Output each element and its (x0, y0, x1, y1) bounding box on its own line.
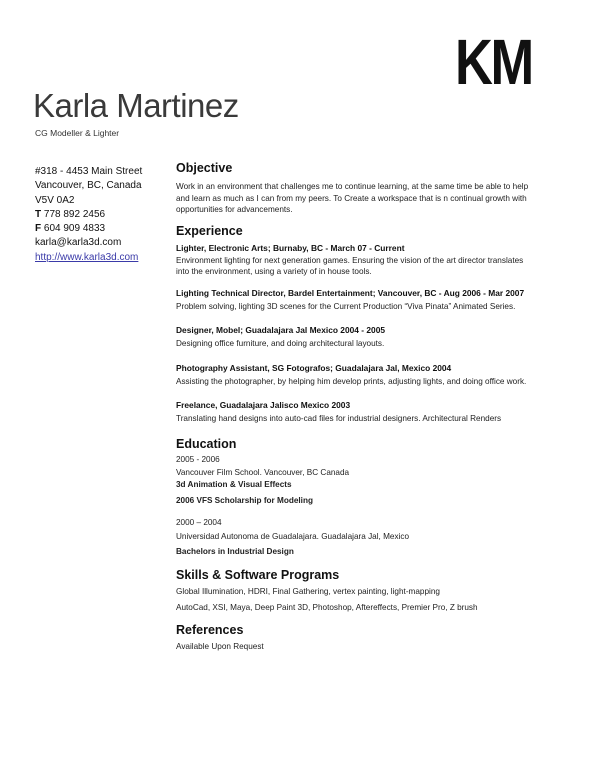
job-description: Designing office furniture, and doing architectural layouts. (176, 339, 385, 348)
fax-label: F (35, 223, 42, 235)
skills-line: Global Illumination, HDRI, Final Gathering, vertex painting, light-mapping (176, 587, 440, 596)
resume-body (176, 160, 534, 653)
job-title: Lighter, Electronic Arts; Burnaby, BC - March 07 - Current (176, 242, 405, 253)
monogram-logo: KM (455, 26, 532, 98)
job-description: Environment lighting for next generation games. Ensuring the vision of the art director translates into the environment, using a variety of in house tools. (176, 255, 524, 276)
phone-label: T (35, 208, 42, 220)
software-line: AutoCad, XSI, Maya, Deep Paint 3D, Photoshop, Aftereffects, Premier Pro, Z brush (176, 602, 478, 612)
email: karla@karla3d.com (35, 237, 122, 249)
education-program: 3d Animation & Visual Effects (176, 479, 292, 489)
objective-heading: Objective (176, 161, 233, 175)
education-years: 2000 – 2004 (176, 517, 222, 527)
skills-heading: Skills & Software Programs (176, 568, 340, 582)
postal-code: V5V 0A2 (35, 194, 75, 206)
candidate-title: CG Modeller & Lighter (35, 128, 120, 138)
education-degree: Bachelors in Industrial Design (176, 546, 294, 556)
job-title: Lighting Technical Director, Bardel Entertainment; Vancouver, BC - Aug 2006 - Mar 2007 (176, 287, 525, 298)
references-text: Available Upon Request (176, 642, 264, 651)
fax-number: 604 909 4833 (43, 223, 106, 235)
job-title: Freelance, Guadalajara Jalisco Mexico 2003 (176, 400, 351, 410)
fax (35, 222, 142, 236)
phone (35, 208, 142, 222)
address-line-2: Vancouver, BC, Canada (35, 180, 142, 192)
education-school: Universidad Autonoma de Guadalajara. Guadalajara Jal, Mexico (176, 532, 410, 541)
candidate-name: Karla Martinez (33, 87, 239, 124)
address-line-1: #318 - 4453 Main Street (35, 166, 143, 177)
job-title: Designer, Mobel; Guadalajara Jal Mexico 2004 - 2005 (176, 325, 386, 335)
job-description: Problem solving, lighting 3D scenes for the Current Production “Viva Pinata” Animated Series. (176, 301, 516, 311)
contact-block (35, 165, 142, 265)
objective-text: Work in an environment that challenges me to continue learning, at the same time be able to help and learn as much as I can from my peers. To Create a workspace that is n continual growth with opportunities for advancements. (176, 182, 529, 214)
website-link[interactable]: http://www.karla3d.com (35, 251, 139, 263)
education-award: 2006 VFS Scholarship for Modeling (176, 496, 313, 505)
education-school: Vancouver Film School. Vancouver, BC Canada (176, 468, 350, 477)
phone-number: 778 892 2456 (43, 208, 106, 220)
references-heading: References (176, 623, 244, 637)
job-title: Photography Assistant, SG Fotografos; Guadalajara Jal, Mexico 2004 (176, 362, 452, 373)
education-heading: Education (176, 436, 237, 451)
job-description: Translating hand designs into auto-cad files for industrial designers. Architectural Renders (176, 414, 502, 423)
experience-heading: Experience (176, 223, 243, 238)
education-years: 2005 - 2006 (176, 454, 220, 464)
job-description: Assisting the photographer, by helping him develop prints, adjusting lights, and doing office work. (176, 376, 527, 386)
